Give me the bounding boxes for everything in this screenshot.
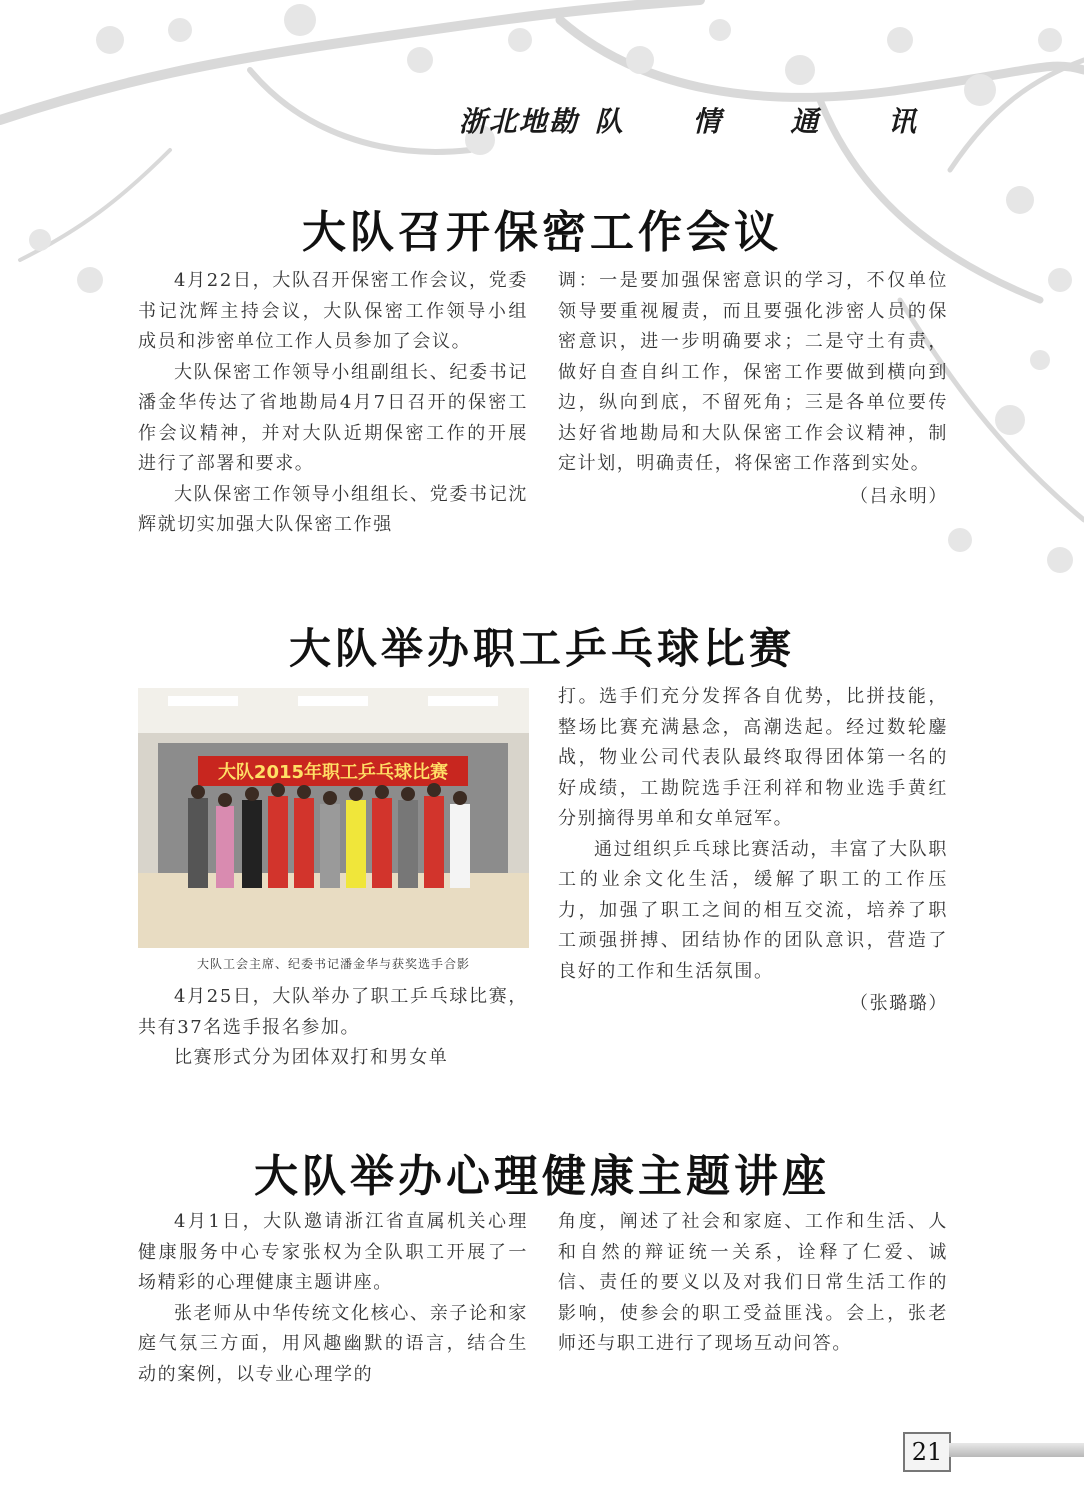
page-number: 21: [903, 1432, 951, 1472]
magazine-header: [459, 100, 946, 140]
article-3-right-column: [558, 1207, 948, 1360]
paragraph: 比赛形式分为团体双打和男女单: [174, 1047, 449, 1068]
article-1-left-column: [138, 266, 528, 541]
article-2-title: 大队举办职工乒乓球比赛: [288, 624, 795, 673]
photo-banner: 大队2015年职工乒乓球比赛: [217, 762, 449, 783]
article-1-right-column: [558, 266, 948, 512]
paragraph: 4月25日，大队举办了职工乒乓球比赛，共有37名选手报名参加。: [138, 986, 528, 1038]
article-2-right-column: [558, 682, 948, 1020]
header-org: 浙北地勘: [458, 105, 579, 138]
article-2-author: （张璐璐）: [850, 993, 948, 1014]
paragraph: 大队保密工作领导小组组长、党委书记沈辉就切实加强大队保密工作强: [138, 483, 528, 535]
paragraph: 角度，阐述了社会和家庭、工作和生活、人和自然的辩证统一关系，诠释了仁爱、诚信、责任的要义以及对我们日常生活工作的影响，使参会的职工受益匪浅。会上，张老师还与职工进行了现场互动问答。: [558, 1211, 948, 1354]
paragraph: 调：一是要加强保密意识的学习，不仅单位领导要重视履责，而且要强化涉密人员的保密意识，进一步明确要求；二是守土有责，做好自查自纠工作，保密工作要做到横向到边，纵向到底，不留死角；三是各单位要传达好省地勘局和大队保密工作会议精神，制定计划，明确责任，将保密工作落到实处。: [558, 270, 948, 474]
article-3-left-column: [138, 1207, 528, 1390]
article-2-left-column: [138, 982, 528, 1074]
paragraph: 4月1日，大队邀请浙江省直属机关心理健康服务中心专家张权为全队职工开展了一场精彩的心理健康主题讲座。: [138, 1211, 528, 1293]
paragraph: 通过组织乒乓球比赛活动，丰富了大队职工的业余文化生活，缓解了职工的工作压力，加强了职工之间的相互交流，培养了职工顽强拼搏、团结协作的团队意识，营造了良好的工作和生活氛围。: [558, 838, 948, 982]
article-3-title: 大队举办心理健康主题讲座: [254, 1151, 830, 1202]
group-photo: [138, 688, 529, 948]
article-1-author: （吕永明）: [850, 485, 948, 507]
paragraph: 4月22日，大队召开保密工作会议，党委书记沈辉主持会议，大队保密工作领导小组成员和涉密单位工作人员参加了会议。: [138, 270, 528, 352]
paragraph: 张老师从中华传统文化核心、亲子论和家庭气氛三方面，用风趣幽默的语言，结合生动的案例，以专业心理学的: [138, 1302, 528, 1385]
paragraph: 大队保密工作领导小组副组长、纪委书记潘金华传达了省地勘局4月7日召开的保密工作会议精神，并对大队近期保密工作的开展进行了部署和要求。: [138, 361, 528, 474]
photo-caption: 大队工会主席、纪委书记潘金华与获奖选手合影: [196, 957, 470, 971]
page-number-bar: [949, 1443, 1084, 1457]
paragraph: 打。选手们充分发挥各自优势，比拼技能，整场比赛充满悬念，高潮迭起。经过数轮鏖战，物业公司代表队最终取得团体第一名的好成绩，工勘院选手汪利祥和物业选手黄红分别摘得男单和女单冠军。: [558, 686, 948, 829]
article-1-title: 大队召开保密工作会议: [302, 207, 782, 258]
group-photo-illustration: [138, 688, 529, 948]
header-section: 队 情 通 讯: [594, 105, 946, 138]
